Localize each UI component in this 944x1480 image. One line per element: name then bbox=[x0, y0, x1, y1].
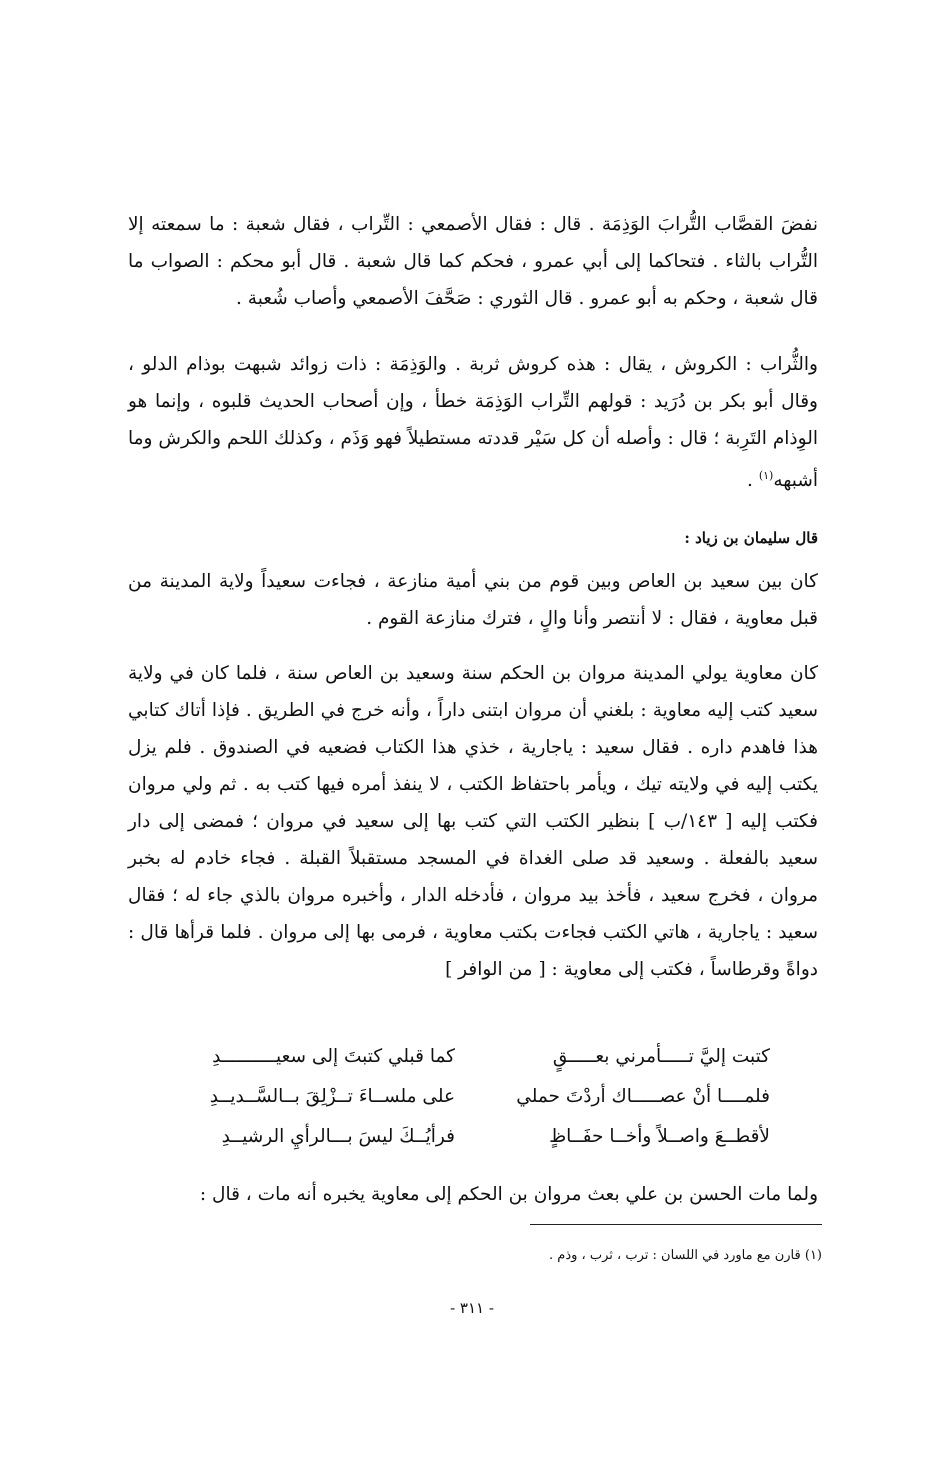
footnote-divider bbox=[530, 1224, 822, 1225]
page-number: - ٣١١ - bbox=[450, 1299, 494, 1317]
paragraph-5: ولما مات الحسن بن علي بعث مروان بن الحكم إلى معاوية يخبره أنه مات ، قال : bbox=[199, 1184, 818, 1205]
paragraph-1: نفضَ القصَّاب التُّرابَ الوَذِمَة . قال : فقال الأصمعي : التِّراب ، فقال شعبة : ما سمعته إلا التُّراب بالثاء . فتحاكما إلى أبي عمرو ، فحكم كما قال شعبة . قال أبو محكم : الصواب ما قال شعبة ، وحكم به أبو عمرو . قال الثوري : صَحَّفَ الأصمعي وأصاب شُعبة . bbox=[128, 214, 818, 309]
verse-first-hemistich: فلمــــا أنْ عصـــــاك أردْتَ حملي bbox=[516, 1086, 770, 1107]
poem-verse bbox=[180, 1117, 770, 1157]
paragraph-2-text: والثُّراب : الكروش ، يقال : هذه كروش ثربة . والوَذِمَة : ذات زوائد شبهت بوذام الدلو ، وقال أبو بكر بن دُرَيد : قولهم التِّراب الوَذِمَة خطأ ، وإن أصحاب الحديث قلبوه ، وإنما هو الوِذام التَرِبة ؛ قال : وأصله أن كل سَيْر قددته مستطيلاً فهو وَذَم ، وكذلك اللحم والكرش وما أشبهه bbox=[128, 354, 818, 492]
verse-first-hemistich: لأقطــعَ واصــلاً وأخــا حفَــاظٍ bbox=[549, 1126, 770, 1147]
footnote: (١) قارن مع ماورد في اللسان : ترب ، ثرب ، وذم . bbox=[549, 1248, 822, 1263]
paragraph-3: كان بين سعيد بن العاص وبين قوم من بني أمية منازعة ، فجاءت سعيداً ولاية المدينة من قبل معاوية ، فقال : لا أنتصر وأنا والٍ ، فترك منازعة القوم . bbox=[128, 571, 818, 629]
paragraph-1-block bbox=[128, 206, 818, 317]
section-heading-block bbox=[128, 526, 818, 550]
paragraph-4-block bbox=[128, 655, 818, 988]
verse-second-hemistich: كما قبلي كتبتَ إلى سعيــــــــــدِ bbox=[212, 1046, 455, 1067]
paragraph-2 bbox=[128, 346, 818, 499]
verse-first-hemistich: كتبت إليَّ تـــــأمرني بعـــــقٍ bbox=[552, 1046, 770, 1067]
paragraph-4: كان معاوية يولي المدينة مروان بن الحكم سنة وسعيد بن العاص سنة ، فلما كان في ولاية سعيد كتب إليه معاوية : بلغني أن مروان ابتنى داراً ، وأنه خرج في الطريق . فإذا أتاك كتابي هذا فاهدم داره . فقال سعيد : ياجارية ، خذي هذا الكتاب فضعيه في الصندوق . فلم يزل يكتب إليه في ولايته تيك ، ويأمر باحتفاظ الكتب ، لا ينفذ أمره فيها كتب به . ثم ولي مروان فكتب إليه [ ١٤٣/ب ] بنظير الكتب التي كتب بها إلى سعيد في مروان ؛ فمضى إلى دار سعيد بالفعلة . وسعيد قد صلى الغداة في المسجد مستقبلاً القبلة . فجاء خادم له بخبر مروان ، فخرج سعيد ، فأخذ بيد مروان ، فأدخله الدار ، وأخبره مروان بالذي جاء له ؛ فقال سعيد : ياجارية ، هاتي الكتب فجاءت بكتب معاوية ، فرمى بها إلى مروان . فلما قرأها قال : دواةً وقرطاساً ، فكتب إلى معاوية : [ من الوافر ] bbox=[128, 663, 818, 980]
verse-second-hemistich: على ملســاءَ تــزْلِقَ بــالسَّــديــدِ bbox=[209, 1086, 455, 1107]
paragraph-2-tail: . bbox=[747, 470, 759, 492]
section-heading: قال سليمان بن زياد : bbox=[684, 529, 818, 547]
poem-verse bbox=[180, 1037, 770, 1077]
poem-verse bbox=[180, 1077, 770, 1117]
paragraph-3-block bbox=[128, 563, 818, 637]
poem bbox=[180, 1037, 770, 1157]
footnote-reference: (١) bbox=[758, 469, 774, 482]
verse-second-hemistich: فرأيُــكَ ليسَ بـــالرأيِ الرشيــدِ bbox=[221, 1126, 455, 1147]
paragraph-5-block bbox=[128, 1176, 818, 1213]
paragraph-2-block bbox=[128, 346, 818, 499]
